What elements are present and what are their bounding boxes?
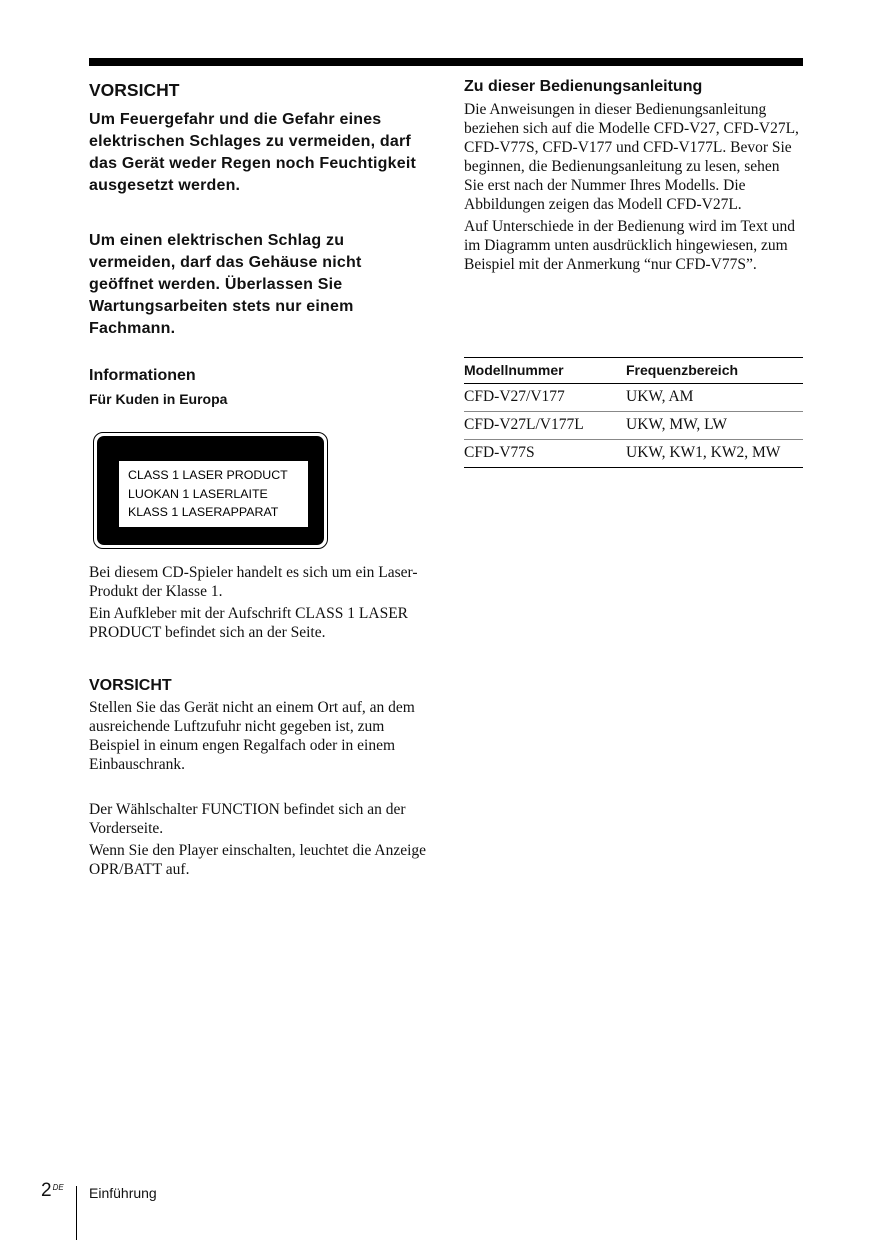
fire-warning: Um Feuergefahr und die Gefahr eines elektrischen Schlages zu vermeiden, darf das Gerät weder Regen noch Feuchtigkeit ausgesetzt werden. [89, 111, 416, 194]
laser-label-frame [97, 436, 324, 545]
function-paragraph-1: Der Wählschalter FUNCTION befindet sich an der Vorderseite. [89, 801, 406, 837]
header-model-number: Modellnummer [464, 358, 626, 384]
table-row [464, 412, 803, 440]
page-number [41, 1180, 64, 1202]
page-language-suffix: DE [52, 1183, 64, 1192]
ventilation-text: Stellen Sie das Gerät nicht an einem Ort auf, an dem ausreichende Luftzufuhr nicht gegeben ist, zum Beispiel in einum engen Regalfach oder in einem Einbauschrank. [89, 699, 415, 773]
laser-line-1: CLASS 1 LASER PRODUCT [128, 468, 288, 482]
manual-paragraph-2: Auf Unterschiede in der Bedienung wird im Text und im Diagramm unten ausdrücklich hingewiesen, zum Beispiel mit der Anmerkung “nur CFD-V77S”. [464, 218, 795, 273]
header-frequency-range: Frequenzbereich [626, 358, 803, 384]
footer-divider [76, 1186, 77, 1240]
info-section [89, 367, 429, 407]
model-table [464, 357, 803, 468]
function-paragraph-2: Wenn Sie den Player einschalten, leuchtet die Anzeige OPR/BATT auf. [89, 842, 427, 878]
table-row [464, 384, 803, 412]
page-number-value: 2 [41, 1180, 52, 1201]
housing-warning: Um einen elektrischen Schlag zu vermeiden, darf das Gehäuse nicht geöffnet werden. Überlassen Sie Wartungsarbeiten stets nur einem Fachmann. [89, 232, 362, 337]
model-cell: CFD-V27/V177 [464, 384, 626, 412]
table-row [464, 440, 803, 468]
function-section [89, 800, 429, 879]
laser-paragraph-1: Bei diesem CD-Spieler handelt es sich um ein Laser-Produkt der Klasse 1. [89, 564, 418, 600]
frequency-cell: UKW, AM [626, 384, 803, 412]
laser-label-text [119, 461, 308, 527]
info-heading: Informationen [89, 367, 196, 384]
section-label: Einführung [89, 1185, 157, 1201]
manual-paragraph-1: Die Anweisungen in dieser Bedienungsanleitung beziehen sich auf die Modelle CFD-V27, CFD-V27L, CFD-V77S, CFD-V177 und CFD-V177L. Bevor Sie beginnen, die Bedienungsanleitung zu lesen, sehen Sie erst nach der Nummer Ihres Modells. Die Abbildungen zeigen das Modell CFD-V27L. [464, 101, 799, 213]
laser-info [89, 563, 429, 642]
laser-product-label [93, 432, 328, 549]
laser-line-3: KLASS 1 LASERAPPARAT [128, 505, 279, 519]
model-cell: CFD-V77S [464, 440, 626, 468]
vorsicht2-heading: VORSICHT [89, 677, 172, 694]
model-cell: CFD-V27L/V177L [464, 412, 626, 440]
manual-heading: Zu dieser Bedienungsanleitung [464, 78, 703, 95]
info-subheading: Für Kuden in Europa [89, 391, 228, 407]
laser-line-2: LUOKAN 1 LASERLAITE [128, 486, 268, 501]
right-column [464, 76, 803, 274]
table-header-row [464, 358, 803, 384]
ventilation-section [89, 677, 429, 774]
frequency-cell: UKW, MW, LW [626, 412, 803, 440]
left-column [89, 76, 429, 340]
vorsicht-heading: VORSICHT [89, 80, 180, 100]
top-rule [89, 58, 803, 66]
laser-paragraph-2: Ein Aufkleber mit der Aufschrift CLASS 1 LASER PRODUCT befindet sich an der Seite. [89, 605, 409, 641]
frequency-cell: UKW, KW1, KW2, MW [626, 440, 803, 468]
